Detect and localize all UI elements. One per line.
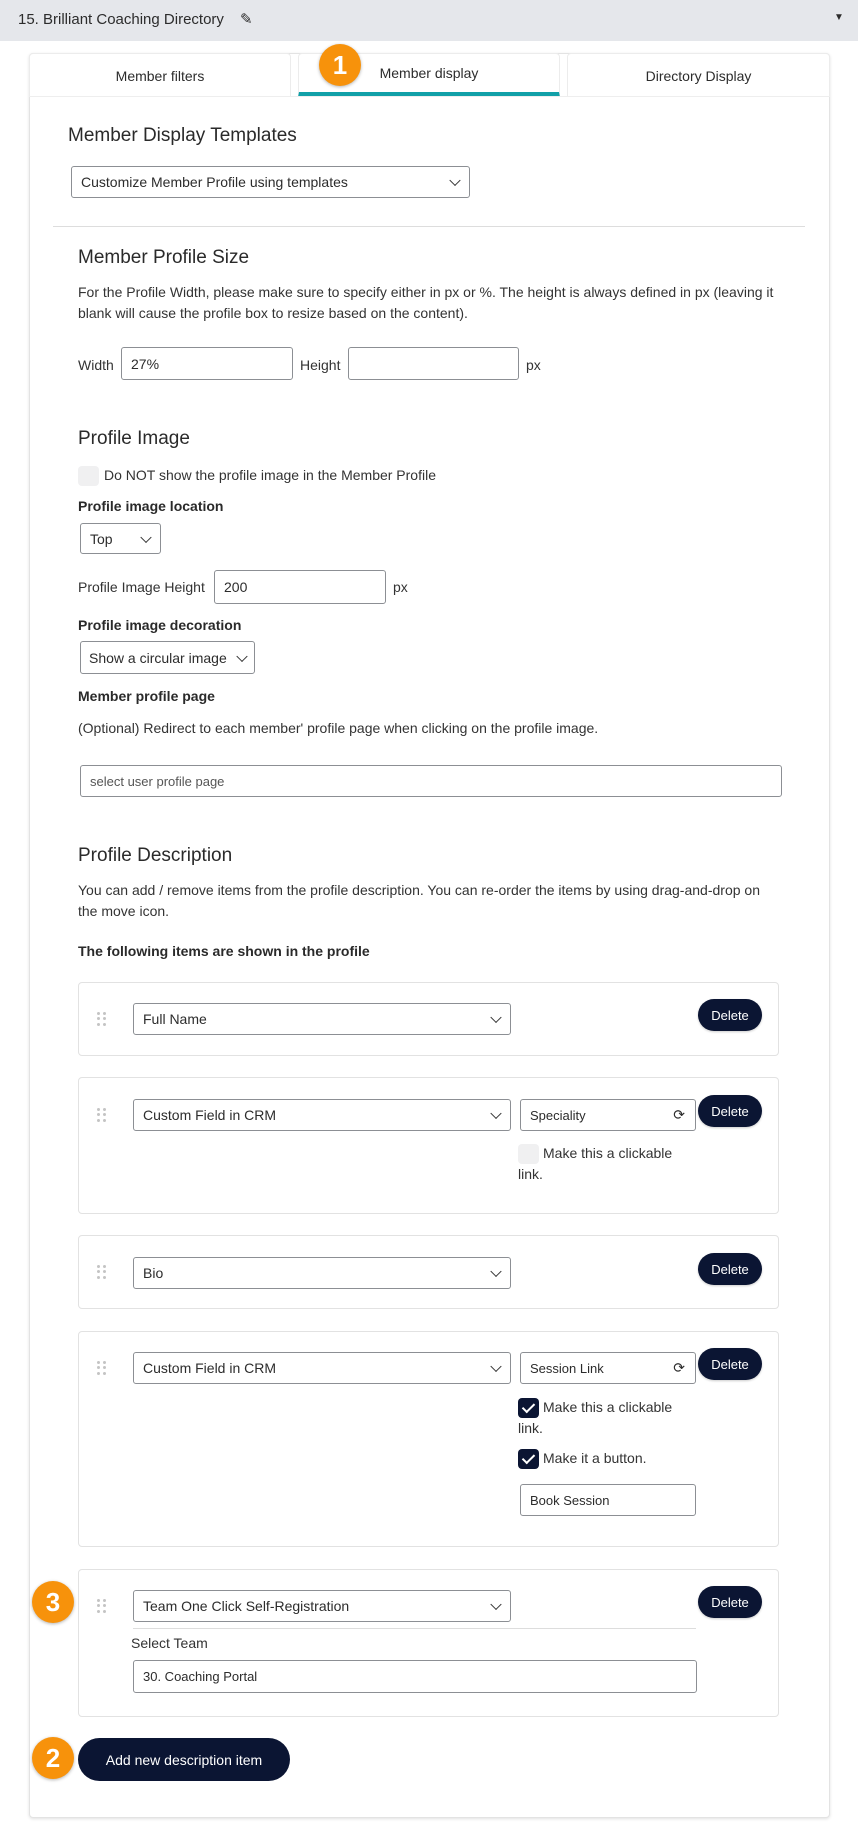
item-type-select[interactable] bbox=[133, 1099, 511, 1131]
step-badge-1: 1 bbox=[319, 44, 361, 86]
profile-page-input[interactable]: select user profile page bbox=[80, 765, 782, 797]
delete-button[interactable]: Delete bbox=[698, 1348, 762, 1380]
template-select[interactable] bbox=[71, 166, 470, 198]
delete-button[interactable]: Delete bbox=[698, 1095, 762, 1127]
chevron-down-icon bbox=[490, 1266, 501, 1277]
delete-button[interactable]: Delete bbox=[698, 1253, 762, 1285]
image-location-value: Top bbox=[90, 530, 113, 547]
item-type-value: Team One Click Self-Registration bbox=[143, 1598, 350, 1614]
image-location-select[interactable] bbox=[80, 523, 161, 554]
items-list-label: The following items are shown in the profile bbox=[78, 943, 370, 959]
height-label: Height bbox=[300, 357, 341, 373]
profile-description-title: Profile Description bbox=[78, 845, 233, 866]
section-title: 15. Brilliant Coaching Directory bbox=[18, 11, 224, 28]
tab-member-filters[interactable]: Member filters bbox=[29, 53, 291, 97]
item-type-select[interactable] bbox=[133, 1590, 511, 1622]
tab-directory-display[interactable]: Directory Display bbox=[567, 53, 830, 97]
drag-handle-icon[interactable] bbox=[97, 1265, 107, 1279]
delete-button[interactable]: Delete bbox=[698, 999, 762, 1031]
drag-handle-icon[interactable] bbox=[97, 1361, 107, 1375]
step-badge-2: 2 bbox=[32, 1737, 74, 1779]
tab-divider bbox=[29, 96, 830, 97]
step-badge-3: 3 bbox=[32, 1581, 74, 1623]
image-height-unit: px bbox=[393, 579, 408, 595]
tab-member-display[interactable]: Member display bbox=[298, 53, 560, 97]
chevron-down-icon bbox=[490, 1012, 501, 1023]
chevron-down-icon bbox=[449, 175, 460, 186]
height-input[interactable] bbox=[348, 347, 519, 380]
divider bbox=[133, 1628, 696, 1629]
image-decoration-select[interactable] bbox=[80, 641, 255, 674]
refresh-icon[interactable]: ⟳ bbox=[673, 1359, 685, 1376]
drag-handle-icon[interactable] bbox=[97, 1012, 107, 1026]
image-height-label: Profile Image Height bbox=[78, 579, 205, 595]
image-location-label: Profile image location bbox=[78, 498, 224, 514]
make-button-checkbox[interactable] bbox=[518, 1449, 539, 1469]
item-type-value: Full Name bbox=[143, 1011, 207, 1027]
delete-button[interactable]: Delete bbox=[698, 1586, 762, 1618]
select-team-label: Select Team bbox=[131, 1635, 208, 1651]
item-type-value: Bio bbox=[143, 1265, 164, 1281]
clickable-link-label: Make this a clickable link. bbox=[518, 1399, 673, 1436]
divider bbox=[53, 226, 805, 227]
chevron-down-icon bbox=[490, 1361, 501, 1372]
clickable-link-label: Make this a clickable link. bbox=[518, 1145, 673, 1182]
make-button-label: Make it a button. bbox=[543, 1450, 647, 1466]
crm-field-value: Speciality bbox=[530, 1107, 586, 1123]
template-select-value: Customize Member Profile using templates bbox=[81, 174, 348, 190]
chevron-down-icon bbox=[490, 1599, 501, 1610]
profile-page-label: Member profile page bbox=[78, 688, 215, 704]
team-input[interactable]: 30. Coaching Portal bbox=[133, 1660, 697, 1693]
crm-field-input[interactable] bbox=[520, 1099, 696, 1131]
profile-size-description: For the Profile Width, please make sure to specify either in px or %. The height is always defined in px (leaving it blank will cause the profile box to resize based on the content). bbox=[78, 284, 774, 321]
drag-handle-icon[interactable] bbox=[97, 1599, 107, 1613]
item-type-select[interactable] bbox=[133, 1352, 511, 1384]
profile-page-description: (Optional) Redirect to each member' profile page when clicking on the profile image. bbox=[78, 720, 599, 736]
crm-field-value: Session Link bbox=[530, 1360, 604, 1376]
image-height-input[interactable]: 200 bbox=[214, 570, 386, 604]
height-unit: px bbox=[526, 357, 541, 373]
button-text-input[interactable]: Book Session bbox=[520, 1484, 696, 1516]
pencil-icon[interactable]: ✎ bbox=[240, 11, 253, 28]
templates-title: Member Display Templates bbox=[68, 125, 297, 146]
item-type-select[interactable] bbox=[133, 1003, 511, 1035]
chevron-down-icon bbox=[236, 650, 247, 661]
width-input[interactable]: 27% bbox=[121, 347, 293, 380]
hide-image-checkbox[interactable] bbox=[78, 466, 99, 486]
profile-size-title: Member Profile Size bbox=[78, 247, 250, 268]
drag-handle-icon[interactable] bbox=[97, 1108, 107, 1122]
width-label: Width bbox=[78, 357, 114, 373]
image-decoration-value: Show a circular image bbox=[89, 649, 227, 666]
item-type-select[interactable] bbox=[133, 1257, 511, 1289]
item-type-value: Custom Field in CRM bbox=[143, 1360, 277, 1376]
profile-description-text: You can add / remove items from the profile description. You can re-order the items by using drag-and-drop on the move icon. bbox=[78, 882, 760, 919]
triangle-down-icon[interactable]: ▼ bbox=[834, 12, 844, 23]
refresh-icon[interactable]: ⟳ bbox=[673, 1106, 685, 1123]
hide-image-label: Do NOT show the profile image in the Member Profile bbox=[104, 467, 436, 483]
crm-field-input[interactable] bbox=[520, 1352, 696, 1384]
chevron-down-icon bbox=[490, 1108, 501, 1119]
chevron-down-icon bbox=[140, 531, 151, 542]
profile-image-title: Profile Image bbox=[78, 428, 190, 449]
item-type-value: Custom Field in CRM bbox=[143, 1107, 277, 1123]
add-description-item-button[interactable]: Add new description item bbox=[78, 1738, 290, 1781]
section-header[interactable] bbox=[0, 0, 858, 41]
image-decoration-label: Profile image decoration bbox=[78, 617, 242, 633]
